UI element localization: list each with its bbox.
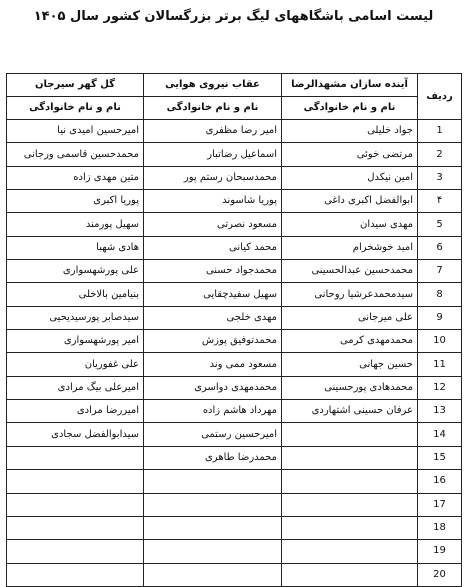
table-row	[7, 400, 462, 423]
roster-table	[6, 73, 462, 587]
player-cell-oghab: محمدمهدی دواسری	[144, 376, 282, 399]
player-cell-golgohar: محمدحسین قاسمی ورجانی	[7, 143, 144, 166]
player-cell-oghab	[144, 540, 282, 563]
player-cell-golgohar: علی غفوریان	[7, 353, 144, 376]
table-row	[7, 213, 462, 236]
player-cell-ayandeh: مهدی سیدان	[282, 213, 418, 236]
player-cell-ayandeh	[282, 446, 418, 469]
row-number-cell: 2	[418, 143, 462, 166]
player-cell-ayandeh: محمدهادی پورحسینی	[282, 376, 418, 399]
roster-body	[7, 120, 462, 587]
player-cell-oghab: مهدی خلجی	[144, 306, 282, 329]
player-cell-golgohar: علی پورشهسواری	[7, 260, 144, 283]
row-number-cell: 10	[418, 330, 462, 353]
player-cell-oghab: امیرحسین رستمی	[144, 423, 282, 446]
player-cell-ayandeh	[282, 563, 418, 586]
club-header-row	[7, 74, 462, 97]
row-number-cell: 11	[418, 353, 462, 376]
player-cell-ayandeh	[282, 423, 418, 446]
table-row	[7, 446, 462, 469]
row-number-cell: 3	[418, 166, 462, 189]
player-cell-ayandeh	[282, 493, 418, 516]
player-cell-oghab	[144, 470, 282, 493]
player-cell-oghab: سهیل سفیدچقایی	[144, 283, 282, 306]
player-cell-ayandeh: جواد خلیلی	[282, 120, 418, 143]
player-cell-oghab: امیر رضا مظفری	[144, 120, 282, 143]
player-cell-oghab: محمدرضا طاهری	[144, 446, 282, 469]
table-row	[7, 236, 462, 259]
row-number-cell: ۴	[418, 190, 462, 213]
player-cell-golgohar: هادی شهبا	[7, 236, 144, 259]
row-number-cell: 1	[418, 120, 462, 143]
row-number-cell: 16	[418, 470, 462, 493]
table-row	[7, 423, 462, 446]
player-cell-ayandeh: محمدمهدی کرمی	[282, 330, 418, 353]
table-row	[7, 516, 462, 539]
table-row	[7, 190, 462, 213]
row-number-cell: 7	[418, 260, 462, 283]
row-number-header: ردیف	[418, 74, 462, 120]
player-cell-ayandeh	[282, 540, 418, 563]
player-cell-ayandeh: علی میرجانی	[282, 306, 418, 329]
club-header-oghab: عقاب نیروی هوایی	[144, 74, 282, 97]
player-cell-golgohar: متین مهدی زاده	[7, 166, 144, 189]
table-row	[7, 493, 462, 516]
player-cell-oghab: اسماعیل رضاتبار	[144, 143, 282, 166]
player-cell-ayandeh: حسین جهانی	[282, 353, 418, 376]
player-cell-ayandeh: سیدمحمدعرشیا روحانی	[282, 283, 418, 306]
player-cell-golgohar: سیدصابر پورسیدیحیی	[7, 306, 144, 329]
row-number-cell: 12	[418, 376, 462, 399]
subheader-row	[7, 97, 462, 120]
player-cell-golgohar	[7, 516, 144, 539]
table-row	[7, 283, 462, 306]
document-title: لیست اسامی باشگاههای لیگ برتر بزرگسالان کشور سال ۱۴۰۵	[33, 9, 434, 24]
player-cell-oghab: محمدتوفیق پوزش	[144, 330, 282, 353]
table-row	[7, 563, 462, 586]
player-cell-ayandeh: امین نیکدل	[282, 166, 418, 189]
player-cell-oghab: مسعود ممی وند	[144, 353, 282, 376]
player-cell-golgohar	[7, 446, 144, 469]
table-row	[7, 120, 462, 143]
table-row	[7, 353, 462, 376]
row-number-cell: 19	[418, 540, 462, 563]
player-cell-golgohar: امیرعلی بیگ مرادی	[7, 376, 144, 399]
player-cell-golgohar	[7, 493, 144, 516]
player-cell-golgohar	[7, 563, 144, 586]
player-cell-ayandeh: عرفان حسینی اشتهاردی	[282, 400, 418, 423]
player-cell-oghab: مسعود نصرتی	[144, 213, 282, 236]
name-subheader: نام و نام خانوادگی	[282, 97, 418, 120]
player-cell-ayandeh: امید خوشخرام	[282, 236, 418, 259]
name-subheader: نام و نام خانوادگی	[144, 97, 282, 120]
row-number-cell: 14	[418, 423, 462, 446]
player-cell-ayandeh	[282, 516, 418, 539]
player-cell-oghab: محمدسبحان رستم پور	[144, 166, 282, 189]
name-subheader: نام و نام خانوادگی	[7, 97, 144, 120]
table-row	[7, 470, 462, 493]
player-cell-oghab: پوریا شاسوند	[144, 190, 282, 213]
player-cell-golgohar: سهیل پورمند	[7, 213, 144, 236]
player-cell-ayandeh: مرتضی خوئی	[282, 143, 418, 166]
player-cell-golgohar	[7, 470, 144, 493]
row-number-cell: 8	[418, 283, 462, 306]
player-cell-ayandeh: ابوالفضل اکبری داغی	[282, 190, 418, 213]
club-header-golgohar: گل گهر سیرجان	[7, 74, 144, 97]
table-row	[7, 260, 462, 283]
table-row	[7, 306, 462, 329]
player-cell-oghab: مهرداد هاشم زاده	[144, 400, 282, 423]
player-cell-oghab	[144, 516, 282, 539]
row-number-cell: 5	[418, 213, 462, 236]
player-cell-golgohar: پوریا اکبری	[7, 190, 144, 213]
row-number-cell: 9	[418, 306, 462, 329]
player-cell-golgohar	[7, 540, 144, 563]
club-header-ayandeh: آینده سازان مشهدالرضا	[282, 74, 418, 97]
player-cell-oghab: محمد کیانی	[144, 236, 282, 259]
table-row	[7, 540, 462, 563]
table-row	[7, 143, 462, 166]
table-row	[7, 376, 462, 399]
player-cell-ayandeh: محمدحسین عبدالحسینی	[282, 260, 418, 283]
player-cell-ayandeh	[282, 470, 418, 493]
player-cell-golgohar: امیر پورشهسواری	[7, 330, 144, 353]
player-cell-oghab: محمدجواد حسنی	[144, 260, 282, 283]
table-row	[7, 166, 462, 189]
table-row	[7, 330, 462, 353]
row-number-cell: 15	[418, 446, 462, 469]
player-cell-oghab	[144, 563, 282, 586]
row-number-cell: 20	[418, 563, 462, 586]
row-number-cell: 18	[418, 516, 462, 539]
player-cell-golgohar: سیدابوالفضل سجادی	[7, 423, 144, 446]
player-cell-golgohar: امیرحسین امیدی نیا	[7, 120, 144, 143]
player-cell-golgohar: امیررضا مرادی	[7, 400, 144, 423]
row-number-cell: 17	[418, 493, 462, 516]
player-cell-oghab	[144, 493, 282, 516]
row-number-cell: 13	[418, 400, 462, 423]
player-cell-golgohar: بنیامین بالاخلی	[7, 283, 144, 306]
row-number-cell: 6	[418, 236, 462, 259]
